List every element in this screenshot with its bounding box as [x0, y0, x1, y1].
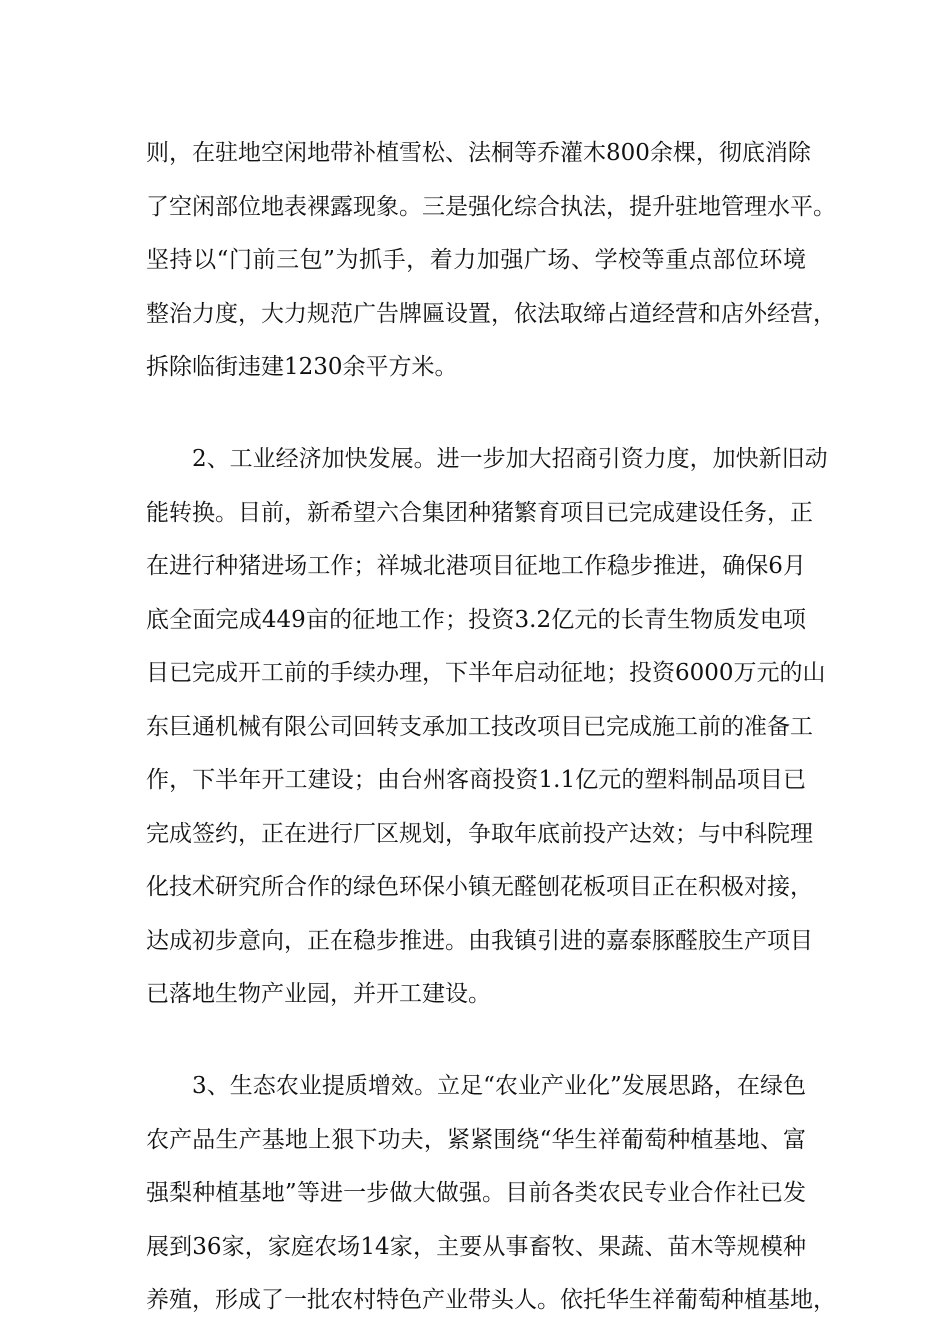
- paragraph-3-line-3: 强梨种植基地”等进一步做大做强。目前各类农民专业合作社已发: [146, 1180, 806, 1206]
- paragraph-3-line-5: 养殖，形成了一批农村特色产业带头人。依托华生祥葡萄种植基地，: [146, 1287, 836, 1313]
- paragraph-2-line-9: 化技术研究所合作的绿色环保小镇无醛刨花板项目正在积极对接，: [146, 874, 813, 900]
- paragraph-1-line-3: 坚持以“门前三包”为抓手，着力加强广场、学校等重点部位环境: [146, 247, 806, 273]
- paragraph-1-line-4: 整治力度，大力规范广告牌匾设置，依法取缔占道经营和店外经营，: [146, 301, 836, 327]
- paragraph-2-line-10: 达成初步意向，正在稳步推进。由我镇引进的嘉泰豚醛胶生产项目: [146, 928, 813, 954]
- paragraph-1-line-2: 了空闲部位地表裸露现象。三是强化综合执法，提升驻地管理水平。: [146, 194, 836, 220]
- paragraph-2-line-4: 底全面完成449亩的征地工作；投资3.2亿元的长青生物质发电项: [146, 607, 806, 633]
- paragraph-3-line-1: 3、生态农业提质增效。立足“农业产业化”发展思路，在绿色: [146, 1073, 806, 1099]
- paragraph-2-line-6: 东巨通机械有限公司回转支承加工技改项目已完成施工前的准备工: [146, 714, 813, 740]
- paragraph-2-line-11: 已落地生物产业园，并开工建设。: [146, 981, 491, 1007]
- paragraph-2-line-8: 完成签约，正在进行厂区规划，争取年底前投产达效；与中科院理: [146, 821, 813, 847]
- paragraph-2-line-3: 在进行种猪进场工作；祥城北港项目征地工作稳步推进，确保6月: [146, 553, 806, 579]
- paragraph-2-line-1: 2、工业经济加快发展。进一步加大招商引资力度，加快新旧动: [146, 446, 828, 472]
- paragraph-2-line-2: 能转换。目前，新希望六合集团种猪繁育项目已完成建设任务，正: [146, 500, 813, 526]
- paragraph-3-line-2: 农产品生产基地上狠下功夫，紧紧围绕“华生祥葡萄种植基地、富: [146, 1127, 806, 1153]
- paragraph-2-line-5: 目已完成开工前的手续办理，下半年启动征地；投资6000万元的山: [146, 660, 826, 686]
- paragraph-1-line-5: 拆除临街违建1230余平方米。: [146, 354, 458, 380]
- paragraph-2-line-7: 作，下半年开工建设；由台州客商投资1.1亿元的塑料制品项目已: [146, 767, 806, 793]
- paragraph-3-line-4: 展到36家，家庭农场14家，主要从事畜牧、果蔬、苗木等规模种: [146, 1234, 806, 1260]
- paragraph-1-line-1: 则，在驻地空闲地带补植雪松、法桐等乔灌木800余棵，彻底消除: [146, 140, 811, 166]
